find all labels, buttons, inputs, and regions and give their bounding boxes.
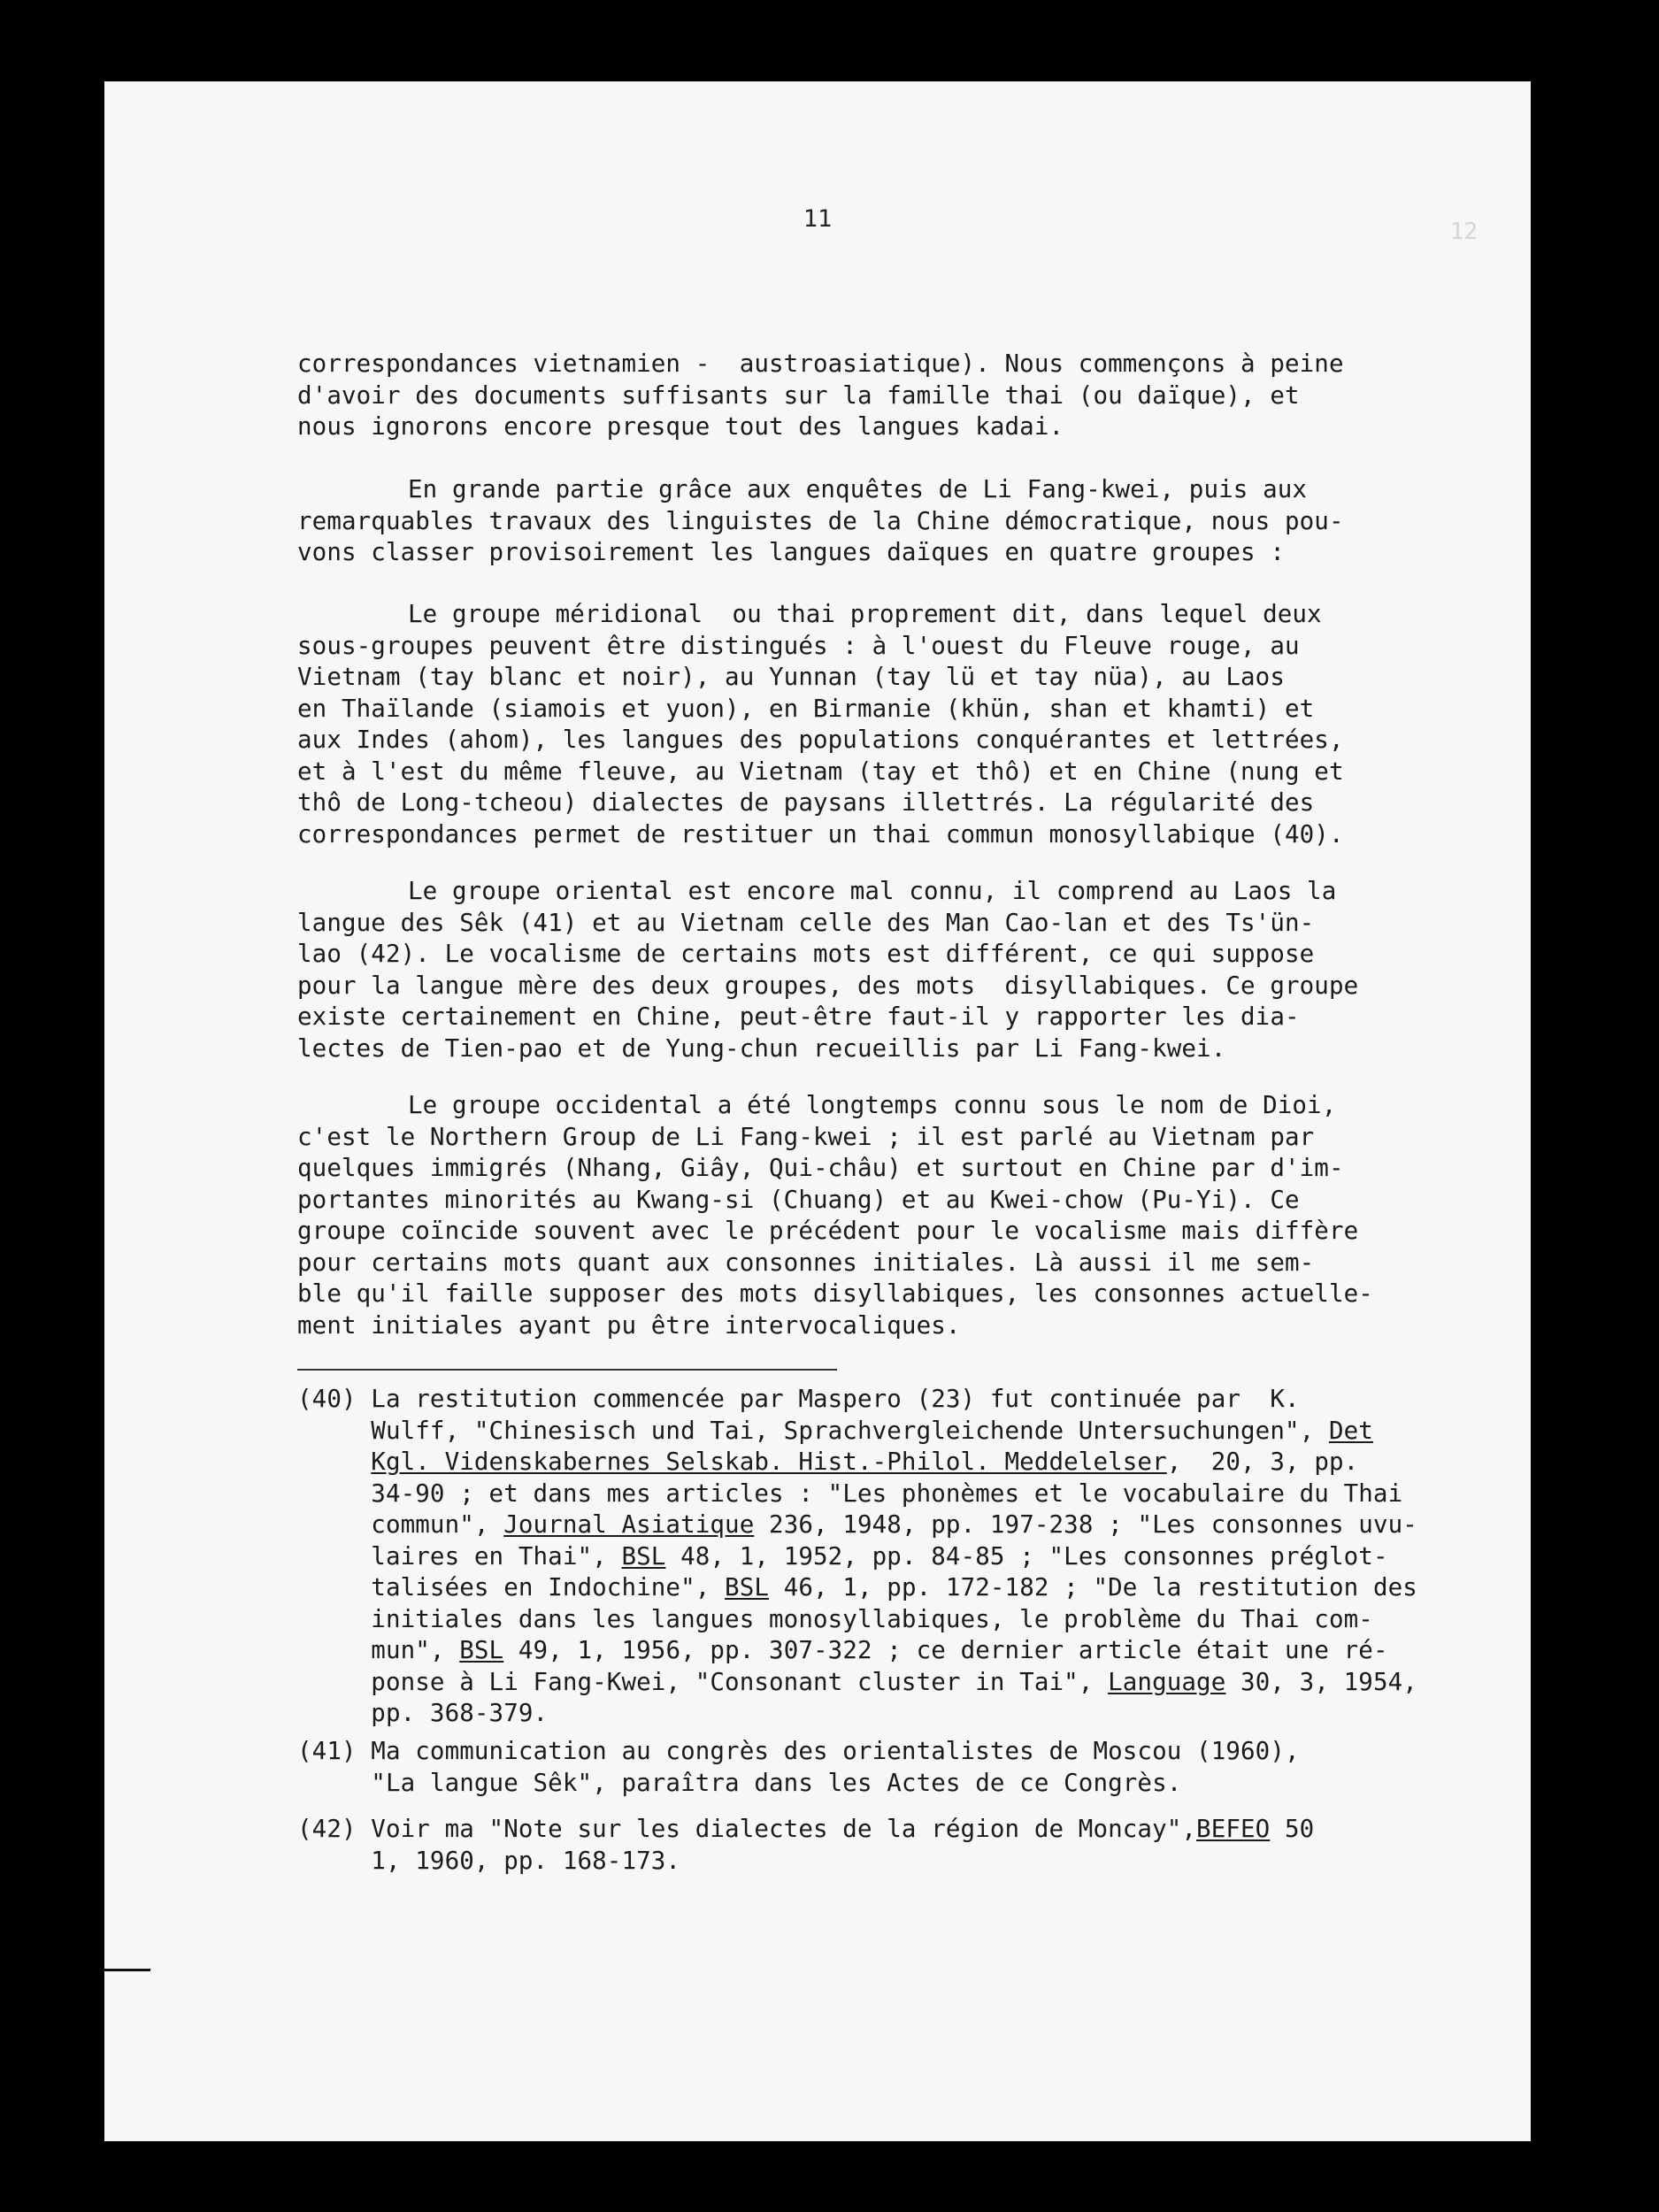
paragraph-4 <box>297 1090 1571 1341</box>
underlined-title: BSL <box>459 1636 504 1664</box>
underlined-title: BEFEO <box>1196 1815 1271 1843</box>
text-line: langue des Sêk (41) et au Vietnam celle des Man Cao-lan et des Ts'ün- <box>297 908 1315 937</box>
text-line: correspondances permet de restituer un thai commun monosyllabique (40). <box>297 819 1344 849</box>
bleed-through-page-number: 12 <box>1449 219 1478 245</box>
underlined-title: Det <box>1328 1416 1373 1445</box>
footnote-line: Wulff, "Chinesisch und Tai, Sprachvergleichende Untersuchungen", Det <box>297 1416 1373 1445</box>
underlined-title: Language <box>1108 1667 1226 1696</box>
underlined-title: BSL <box>621 1541 666 1571</box>
text-line: Le groupe oriental est encore mal connu, il comprend au Laos la <box>408 877 1337 905</box>
text-line: remarquables travaux des linguistes de la Chine démocratique, nous pou- <box>297 506 1344 535</box>
text-line: nous ignorons encore presque tout des langues kadai. <box>297 412 1064 441</box>
text-line: existe certainement en Chine, peut-être faut-il y rapporter les dia- <box>297 1002 1300 1031</box>
text-line: ment initiales ayant pu être intervocaliques. <box>297 1310 961 1340</box>
footnote-41 <box>297 1736 1571 1799</box>
footnote-42 <box>297 1814 1571 1877</box>
text-line: vons classer provisoirement les langues daïques en quatre groupes : <box>297 538 1285 566</box>
text-line: aux Indes (ahom), les langues des populations conquérantes et lettrées, <box>297 726 1344 754</box>
text-line: En grande partie grâce aux enquêtes de Li Fang-kwei, puis aux <box>408 475 1308 503</box>
footnote-40 <box>297 1384 1571 1730</box>
footnote-line: laires en Thai", BSL 48, 1, 1952, pp. 84-85 ; "Les consonnes préglot- <box>297 1541 1388 1571</box>
footnote-line: mun", BSL 49, 1, 1956, pp. 307-322 ; ce dernier article était une ré- <box>297 1636 1388 1664</box>
footnote-line: (40) La restitution commencée par Maspero (23) fut continuée par K. <box>297 1385 1300 1413</box>
paragraph-3 <box>297 876 1571 1064</box>
text-line: Le groupe occidental a été longtemps connu sous le nom de Dioi, <box>408 1091 1337 1119</box>
text-line: Vietnam (tay blanc et noir), au Yunnan (tay lü et tay nüa), au Laos <box>297 663 1285 691</box>
footnote-line: (41) Ma communication au congrès des orientalistes de Moscou (1960), <box>297 1737 1300 1765</box>
text-line: portantes minorités au Kwang-si (Chuang) et au Kwei-chow (Pu-Yi). Ce <box>297 1185 1300 1214</box>
text-line: ble qu'il faille supposer des mots disyllabiques, les consonnes actuelle- <box>297 1279 1373 1308</box>
text-line: en Thaïlande (siamois et yuon), en Birmanie (khün, shan et khamti) et <box>297 694 1315 723</box>
paragraph-1 <box>297 474 1571 569</box>
margin-mark <box>104 1969 150 1971</box>
document-page <box>104 81 1531 2141</box>
underlined-title: Journal Asiatique <box>503 1510 755 1539</box>
footnote-line: talisées en Indochine", BSL 46, 1, pp. 172-182 ; "De la restitution des <box>297 1573 1417 1601</box>
text-line: et à l'est du même fleuve, au Vietnam (tay et thô) et en Chine (nung et <box>297 757 1344 786</box>
text-line: groupe coïncide souvent avec le précédent pour le vocalisme mais diffère <box>297 1217 1359 1245</box>
underlined-title: BSL <box>725 1573 770 1601</box>
text-line: lectes de Tien-pao et de Yung-chun recueillis par Li Fang-kwei. <box>297 1033 1226 1063</box>
intro-paragraph <box>297 349 1571 443</box>
text-line: c'est le Northern Group de Li Fang-kwei ; il est parlé au Vietnam par <box>297 1122 1315 1151</box>
underlined-title: Kgl. Videnskabernes Selskab. Hist.-Philol. Meddelelser <box>371 1448 1167 1476</box>
footnote-line: initiales dans les langues monosyllabiques, le problème du Thai com- <box>297 1604 1373 1633</box>
text-line: pour certains mots quant aux consonnes initiales. Là aussi il me sem- <box>297 1248 1315 1277</box>
footnote-line: (42) Voir ma "Note sur les dialectes de la région de Moncay",BEFEO 50 <box>297 1815 1315 1843</box>
text-line: pour la langue mère des deux groupes, des mots disyllabiques. Ce groupe <box>297 971 1359 1000</box>
footnote-line: Kgl. Videnskabernes Selskab. Hist.-Philol. Meddelelser, 20, 3, pp. <box>371 1448 1359 1476</box>
text-line: sous-groupes peuvent être distingués : à l'ouest du Fleuve rouge, au <box>297 631 1300 660</box>
paragraph-2 <box>297 599 1571 850</box>
footnote-line: ponse à Li Fang-Kwei, "Consonant cluster in Tai", Language 30, 3, 1954, <box>297 1667 1417 1696</box>
page-number: 11 <box>803 205 833 233</box>
text-line: lao (42). Le vocalisme de certains mots est différent, ce qui suppose <box>297 940 1315 968</box>
footnote-line: "La langue Sêk", paraîtra dans les Actes de ce Congrès. <box>297 1768 1182 1797</box>
text-line: d'avoir des documents suffisants sur la famille thai (ou daïque), et <box>297 380 1300 410</box>
text-line: Le groupe méridional ou thai proprement dit, dans lequel deux <box>408 600 1322 628</box>
footnote-separator <box>297 1369 837 1371</box>
text-line: quelques immigrés (Nhang, Giây, Qui-châu) et surtout en Chine par d'im- <box>297 1154 1344 1182</box>
footnote-line: 34-90 ; et dans mes articles : "Les phonèmes et le vocabulaire du Thai <box>297 1479 1403 1508</box>
footnote-line: 1, 1960, pp. 168-173. <box>297 1846 681 1875</box>
text-line: correspondances vietnamien - austroasiatique). Nous commençons à peine <box>297 349 1344 378</box>
text-line: thô de Long-tcheou) dialectes de paysans illettrés. La régularité des <box>297 788 1315 817</box>
footnote-line: pp. 368-379. <box>297 1699 549 1727</box>
footnote-line: commun", Journal Asiatique 236, 1948, pp. 197-238 ; "Les consonnes uvu- <box>297 1510 1417 1539</box>
